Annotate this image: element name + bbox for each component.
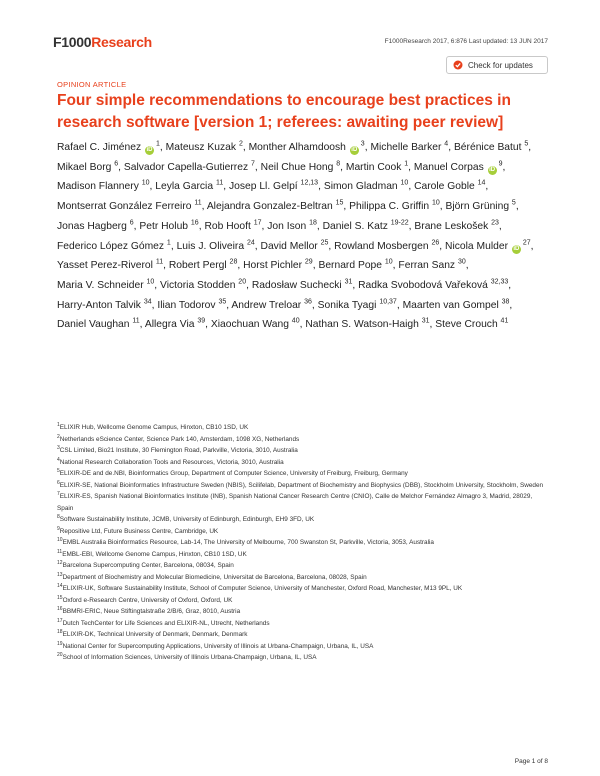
author-name-text: David Mellor xyxy=(260,240,318,252)
author-name[interactable] xyxy=(169,260,240,271)
author-name-text: Petr Holub xyxy=(139,220,189,232)
affiliation-item xyxy=(57,549,547,561)
author-affiliation-ref: 16 xyxy=(190,219,199,227)
affiliation-number: 19 xyxy=(57,640,63,647)
check-updates-icon xyxy=(453,60,463,70)
author-affiliation-ref: 10 xyxy=(431,199,440,207)
author-name-text: Carole Goble xyxy=(414,181,475,193)
affiliation-number: 12 xyxy=(57,559,63,566)
author-name[interactable] xyxy=(454,142,531,153)
author-separator: , xyxy=(246,279,249,291)
author-name[interactable] xyxy=(414,162,505,173)
logo-accent-text: Research xyxy=(91,34,152,50)
author-name[interactable] xyxy=(139,221,201,232)
author-affiliation-ref: 31 xyxy=(344,278,353,286)
author-name-text: Luis J. Oliveira xyxy=(176,240,245,252)
author-separator: , xyxy=(502,161,506,173)
author-affiliation-ref: 10 xyxy=(146,278,155,286)
author-name-text: Mikael Borg xyxy=(57,161,112,173)
author-name-text: Bernard Pope xyxy=(318,260,382,272)
author-affiliation-ref: 3 xyxy=(360,140,365,148)
author-separator: , xyxy=(118,161,122,173)
author-name[interactable] xyxy=(346,162,411,173)
orcid-icon[interactable]: iD xyxy=(351,147,358,153)
affiliation-text: ELIXIR-DE and de.NBI, Bioinformatics Group, Department of Computer Science, University of Freiburg, Freiburg, Germany xyxy=(59,470,408,477)
author-name-text: Daniel Vaughan xyxy=(57,319,130,331)
author-name-text: Nathan S. Watson-Haigh xyxy=(305,319,419,331)
author-separator: , xyxy=(261,220,265,232)
author-separator: , xyxy=(254,240,258,252)
author-name-text: Salvador Capella-Gutierrez xyxy=(123,161,249,173)
check-for-updates-button[interactable] xyxy=(446,56,548,74)
author-name-text: Radka Svobodová Vařeková xyxy=(358,279,488,291)
author-separator: , xyxy=(439,240,443,252)
author-separator: , xyxy=(151,299,155,311)
author-name-text: Simon Gladman xyxy=(323,181,398,193)
author-separator: , xyxy=(396,299,400,311)
author-name[interactable] xyxy=(57,300,154,311)
author-name-text: Victoria Stodden xyxy=(160,279,236,291)
affiliation-item xyxy=(57,652,547,664)
affiliation-number: 2 xyxy=(57,433,60,440)
author-separator: , xyxy=(299,319,303,331)
affiliation-text: ELIXIR-DK, Technical University of Denmark, Denmark, Denmark xyxy=(62,631,248,638)
author-affiliation-ref: 5 xyxy=(524,140,529,148)
author-name[interactable] xyxy=(157,300,229,311)
author-separator: , xyxy=(242,142,246,153)
author-name[interactable] xyxy=(124,162,258,173)
author-separator: , xyxy=(133,220,137,232)
affiliation-text: ELIXIR Hub, Wellcome Genome Campus, Hinxton, CB10 1SD, UK xyxy=(59,424,249,431)
author-name[interactable] xyxy=(349,201,442,212)
author-name[interactable] xyxy=(446,201,519,212)
author-affiliation-ref: 11 xyxy=(194,199,202,207)
journal-logo xyxy=(53,34,152,50)
author-affiliation-ref: 31 xyxy=(421,317,430,325)
author-separator: , xyxy=(159,142,163,153)
author-affiliation-ref: 14 xyxy=(477,179,486,187)
author-separator: , xyxy=(498,220,502,232)
page-number: Page 1 of 8 xyxy=(514,758,548,765)
author-affiliation-ref: 28 xyxy=(229,258,238,266)
affiliation-text: National Center for Supercomputing Applications, University of Illinois at Urbana-Champaign, Urbana, IL, USA xyxy=(62,642,374,650)
author-name-text: Montserrat González Ferreiro xyxy=(57,201,192,213)
author-separator: , xyxy=(429,319,433,331)
author-name[interactable] xyxy=(166,142,246,153)
affiliation-item xyxy=(57,583,547,595)
author-affiliation-ref: 1 xyxy=(156,140,160,148)
author-affiliation-ref: 5 xyxy=(511,199,516,207)
author-name-text: Rowland Mosbergen xyxy=(334,240,429,252)
author-affiliation-ref: 17 xyxy=(253,219,262,227)
affiliation-text: BBMRI-ERIC, Neue Stiftingtalstraße 2/B/6, Graz, 8010, Austria xyxy=(62,608,241,615)
author-affiliation-ref: 30 xyxy=(457,258,466,266)
author-separator: , xyxy=(530,240,534,252)
affiliation-text: Dutch TechCenter for Life Sciences and ELIXIR-NL, Utrecht, Netherlands xyxy=(62,619,270,627)
author-separator: , xyxy=(364,142,368,153)
affiliation-number: 10 xyxy=(57,536,63,543)
author-name-text: Neil Chue Hong xyxy=(260,161,334,173)
affiliation-item xyxy=(57,606,547,618)
author-affiliation-ref: 1 xyxy=(404,160,409,168)
orcid-icon[interactable]: iD xyxy=(513,245,520,252)
author-name[interactable] xyxy=(249,142,368,153)
author-affiliation-ref: 15 xyxy=(335,199,344,207)
author-name[interactable] xyxy=(403,300,513,311)
author-separator: , xyxy=(328,240,332,252)
author-name[interactable] xyxy=(324,181,411,192)
author-name-text: Bérénice Batut xyxy=(453,142,522,153)
article-type: OPINION ARTICLE xyxy=(57,80,127,89)
affiliation-text: National Research Collaboration Tools and Resources, Victoria, 3010, Australia xyxy=(59,458,284,466)
author-name-text: Alejandra Gonzalez-Beltran xyxy=(206,201,333,213)
author-affiliation-ref: 4 xyxy=(444,140,449,148)
author-name-text: Ilian Todorov xyxy=(157,299,216,311)
author-name-text: Horst Pichler xyxy=(243,260,303,272)
author-name[interactable] xyxy=(305,319,432,330)
affiliation-list xyxy=(57,422,547,664)
author-separator: , xyxy=(485,181,489,193)
author-name[interactable] xyxy=(57,221,137,232)
author-separator: , xyxy=(237,260,241,272)
author-separator: , xyxy=(439,201,443,213)
author-name-text: Jonas Hagberg xyxy=(57,220,127,232)
author-name-text: Rob Hooft xyxy=(204,220,251,232)
author-affiliation-ref: 23 xyxy=(491,219,499,227)
author-name[interactable] xyxy=(243,260,315,271)
article-title: Four simple recommendations to encourage best practices in research software [version 1; referees: awaiting peer review] xyxy=(57,92,511,131)
affiliation-number: 7 xyxy=(57,490,60,497)
author-affiliation-ref: 1 xyxy=(166,239,171,247)
author-name[interactable] xyxy=(318,260,395,271)
affiliation-text: Barcelona Supercomputing Center, Barcelona, 08034, Spain xyxy=(62,562,234,569)
author-name-text: Philippa C. Griffin xyxy=(349,201,430,213)
author-name-text: Federico López Gómez xyxy=(57,240,165,252)
citation-line: F1000Research 2017, 6:876 Last updated: 13 JUN 2017 xyxy=(384,38,548,45)
affiliation-item xyxy=(57,629,547,641)
author-name[interactable] xyxy=(177,241,258,252)
author-separator: , xyxy=(205,319,208,331)
affiliation-text: Software Sustainability Institute, JCMB, University of Edinburgh, Edinburgh, EH9 3FD, UK xyxy=(59,516,315,523)
author-affiliation-ref: 2 xyxy=(238,140,243,148)
author-name-text: Daniel S. Katz xyxy=(322,220,388,232)
author-separator: , xyxy=(254,161,258,173)
author-separator: , xyxy=(509,299,513,311)
affiliation-number: 6 xyxy=(57,479,60,486)
affiliation-text: Repositive Ltd, Future Business Centre, Cambridge, UK xyxy=(59,527,219,535)
author-name[interactable] xyxy=(267,221,319,232)
affiliation-number: 18 xyxy=(57,628,63,635)
author-affiliation-ref: 6 xyxy=(114,160,119,168)
author-name-text: Yasset Perez-Riverol xyxy=(57,260,153,272)
affiliation-number: 3 xyxy=(57,444,60,451)
affiliation-item xyxy=(57,641,547,653)
author-name-text: Radosław Suchecki xyxy=(251,279,342,291)
author-affiliation-ref: 38 xyxy=(501,298,510,306)
author-name-text: Maarten van Gompel xyxy=(402,299,499,311)
author-name[interactable] xyxy=(57,241,174,252)
author-name-text: Andrew Treloar xyxy=(231,299,302,311)
author-separator: , xyxy=(163,260,166,272)
author-name[interactable] xyxy=(261,241,332,252)
author-name-text: Steve Crouch xyxy=(435,319,498,331)
author-separator: , xyxy=(311,299,315,311)
affiliation-item xyxy=(57,514,547,526)
author-name-text: Allegra Via xyxy=(144,319,195,331)
author-name-text: Mateusz Kuzak xyxy=(165,142,237,153)
author-name[interactable] xyxy=(358,280,511,291)
author-separator: , xyxy=(139,319,143,331)
author-separator: , xyxy=(528,142,532,153)
author-affiliation-ref: 10 xyxy=(400,179,409,187)
author-affiliation-ref: 20 xyxy=(238,278,247,286)
affiliation-number: 14 xyxy=(57,582,63,589)
author-name[interactable] xyxy=(414,181,488,192)
author-name[interactable] xyxy=(318,300,400,311)
author-name[interactable] xyxy=(398,260,468,271)
affiliation-text: EMBL Australia Bioinformatics Resource, Lab-14, The University of Melbourne, 700 Swanston St, Parkville, Victoria, 3053, Australia xyxy=(62,539,434,546)
author-name[interactable] xyxy=(204,221,264,232)
affiliation-item xyxy=(57,595,547,607)
author-name-text: Michelle Barker xyxy=(370,142,442,153)
author-name[interactable] xyxy=(252,280,355,291)
affiliation-number: 9 xyxy=(57,525,60,532)
author-name-text: Brane Leskošek xyxy=(414,220,489,232)
author-separator: , xyxy=(318,181,321,193)
author-separator: , xyxy=(340,161,343,173)
author-name-text: Maria V. Schneider xyxy=(57,279,144,291)
author-name-text: Madison Flannery xyxy=(57,181,139,193)
affiliation-item xyxy=(57,491,547,514)
author-separator: , xyxy=(198,220,202,232)
author-affiliation-ref: 10,37 xyxy=(379,298,397,306)
author-affiliation-ref: 8 xyxy=(336,160,341,168)
affiliation-number: 5 xyxy=(57,467,60,474)
author-name-text: Martin Cook xyxy=(345,161,402,173)
author-separator: , xyxy=(154,279,158,291)
affiliation-text: CSL Limited, Bio21 Institute, 30 Flemington Road, Parkville, Victoria, 3010, Australia xyxy=(59,447,298,454)
author-list xyxy=(57,138,552,335)
logo-main-text: F1000 xyxy=(53,34,92,50)
affiliation-number: 4 xyxy=(57,456,60,463)
author-affiliation-ref: 11 xyxy=(132,317,140,325)
author-separator: , xyxy=(226,299,230,311)
author-separator: , xyxy=(352,279,356,291)
author-name[interactable] xyxy=(57,142,163,153)
affiliation-text: Oxford e-Research Centre, University of Oxford, Oxford, UK xyxy=(62,596,233,604)
affiliation-text: Department of Biochemistry and Molecular Biomedicine, Universitat de Barcelona, Barcelona, 08028, Spain xyxy=(62,573,367,581)
author-affiliation-ref: 36 xyxy=(304,298,312,306)
author-separator: , xyxy=(392,260,396,272)
author-name[interactable] xyxy=(211,319,303,330)
author-separator: , xyxy=(223,181,227,193)
author-separator: , xyxy=(448,142,452,153)
affiliation-item xyxy=(57,422,547,434)
author-affiliation-ref: 41 xyxy=(500,317,509,325)
author-name[interactable] xyxy=(57,162,121,173)
author-affiliation-ref: 10 xyxy=(384,258,393,266)
author-affiliation-ref: 26 xyxy=(431,239,440,247)
author-name-text: Sonika Tyagi xyxy=(317,299,377,311)
affiliation-item xyxy=(57,560,547,572)
author-name[interactable] xyxy=(155,181,226,192)
author-name-text: Björn Grüning xyxy=(445,201,510,213)
author-name[interactable] xyxy=(435,319,508,330)
author-separator: , xyxy=(515,201,519,213)
author-name-text: Josep Ll. Gelpí xyxy=(228,181,298,193)
affiliation-text: ELIXIR-ES, Spanish National Bioinformatics Institute (INB), Spanish National Cancer Research Centre (CNIO), Calle de Melchor Fernández Almagro 3, Madrid, 28029, Spain xyxy=(57,493,533,512)
author-separator: , xyxy=(170,240,174,252)
author-separator: , xyxy=(408,220,412,232)
author-affiliation-ref: 39 xyxy=(197,317,206,325)
author-name[interactable] xyxy=(57,280,157,291)
author-affiliation-ref: 25 xyxy=(320,239,329,247)
affiliation-item xyxy=(57,468,547,480)
author-name[interactable] xyxy=(370,142,451,153)
author-affiliation-ref: 35 xyxy=(218,298,227,306)
affiliation-number: 16 xyxy=(57,605,63,612)
orcid-icon[interactable]: iD xyxy=(146,147,153,153)
author-name-text: Monther Alhamdoosh xyxy=(248,142,346,153)
author-name[interactable] xyxy=(57,260,166,271)
affiliation-item xyxy=(57,480,547,492)
author-affiliation-ref: 11 xyxy=(155,258,164,266)
author-affiliation-ref: 19-22 xyxy=(390,219,409,227)
author-name[interactable] xyxy=(160,280,249,291)
author-name[interactable] xyxy=(414,221,501,232)
author-name[interactable] xyxy=(57,181,152,192)
author-affiliation-ref: 6 xyxy=(129,219,134,227)
author-name[interactable] xyxy=(145,319,208,330)
affiliation-text: EMBL-EBI, Wellcome Genome Campus, Hinxton, CB10 1SD, UK xyxy=(62,550,247,558)
author-separator: , xyxy=(408,181,412,193)
author-name-text: Robert Pergl xyxy=(168,260,227,272)
affiliation-text: ELIXIR-SE, National Bioinformatics Infrastructure Sweden (NBIS), Scilifelab, Department of Biochemistry and Biophysics (DBB), Stockholm University, Stockholm, Sweden xyxy=(59,481,544,489)
author-separator: , xyxy=(312,260,316,272)
author-name[interactable] xyxy=(57,319,143,330)
affiliation-item xyxy=(57,537,547,549)
author-name-text: Jon Ison xyxy=(267,220,307,232)
affiliation-item xyxy=(57,434,547,446)
author-affiliation-ref: 32,33 xyxy=(490,278,509,286)
affiliation-text: ELIXIR-UK, Software Sustainability Institute, School of Computer Science, University of Manchester, Oxford Road, Manchester, M13 9PL, UK xyxy=(62,585,463,592)
author-name[interactable] xyxy=(57,201,205,212)
author-separator: , xyxy=(316,220,320,232)
author-name[interactable] xyxy=(323,221,412,232)
author-name-text: Ferran Sanz xyxy=(398,260,456,272)
author-name-text: Nicola Mulder xyxy=(445,240,508,252)
affiliation-item xyxy=(57,457,547,469)
author-name[interactable] xyxy=(207,201,346,212)
author-affiliation-ref: 27 xyxy=(522,239,531,247)
affiliation-text: School of Information Sciences, University of Illinois Urbana-Champaign, Urbana, IL, USA xyxy=(62,654,317,661)
affiliation-item xyxy=(57,572,547,584)
affiliation-number: 13 xyxy=(57,571,63,578)
author-separator: , xyxy=(408,161,412,173)
orcid-icon[interactable]: iD xyxy=(489,166,496,173)
affiliation-number: 11 xyxy=(57,548,63,555)
affiliation-number: 20 xyxy=(57,651,63,658)
author-name-text: Leyla Garcia xyxy=(155,181,214,193)
author-separator: , xyxy=(465,260,469,272)
author-name-text: Xiaochuan Wang xyxy=(210,319,289,331)
affiliation-item xyxy=(57,618,547,630)
author-affiliation-ref: 18 xyxy=(309,219,317,227)
affiliation-text: Netherlands eScience Center, Science Park 140, Amsterdam, 1098 XG, Netherlands xyxy=(59,435,300,443)
affiliation-item xyxy=(57,526,547,538)
author-separator: , xyxy=(201,201,205,213)
author-name-text: Rafael C. Jiménez xyxy=(57,142,142,153)
author-name-text: Harry-Anton Talvik xyxy=(57,299,141,311)
author-separator: , xyxy=(508,279,512,291)
author-name[interactable] xyxy=(445,241,534,252)
author-affiliation-ref: 7 xyxy=(250,160,255,168)
author-name[interactable] xyxy=(261,162,343,173)
author-affiliation-ref: 34 xyxy=(143,298,152,306)
affiliation-number: 8 xyxy=(57,513,60,520)
author-name[interactable] xyxy=(334,241,442,252)
author-separator: , xyxy=(343,201,347,213)
author-name-text: Manuel Corpas xyxy=(413,161,484,173)
author-affiliation-ref: 11 xyxy=(215,179,224,187)
author-separator: , xyxy=(149,181,153,193)
affiliation-item xyxy=(57,445,547,457)
author-name[interactable] xyxy=(229,181,321,192)
affiliation-number: 15 xyxy=(57,594,63,601)
author-affiliation-ref: 9 xyxy=(498,160,503,168)
author-affiliation-ref: 12,13 xyxy=(300,179,319,187)
author-name[interactable] xyxy=(231,300,314,311)
author-affiliation-ref: 24 xyxy=(246,239,255,247)
author-affiliation-ref: 40 xyxy=(291,317,300,325)
author-affiliation-ref: 10 xyxy=(141,179,150,187)
author-affiliation-ref: 29 xyxy=(304,258,313,266)
affiliation-number: 1 xyxy=(57,421,60,428)
check-updates-label: Check for updates xyxy=(468,60,533,70)
affiliation-number: 17 xyxy=(57,617,63,624)
